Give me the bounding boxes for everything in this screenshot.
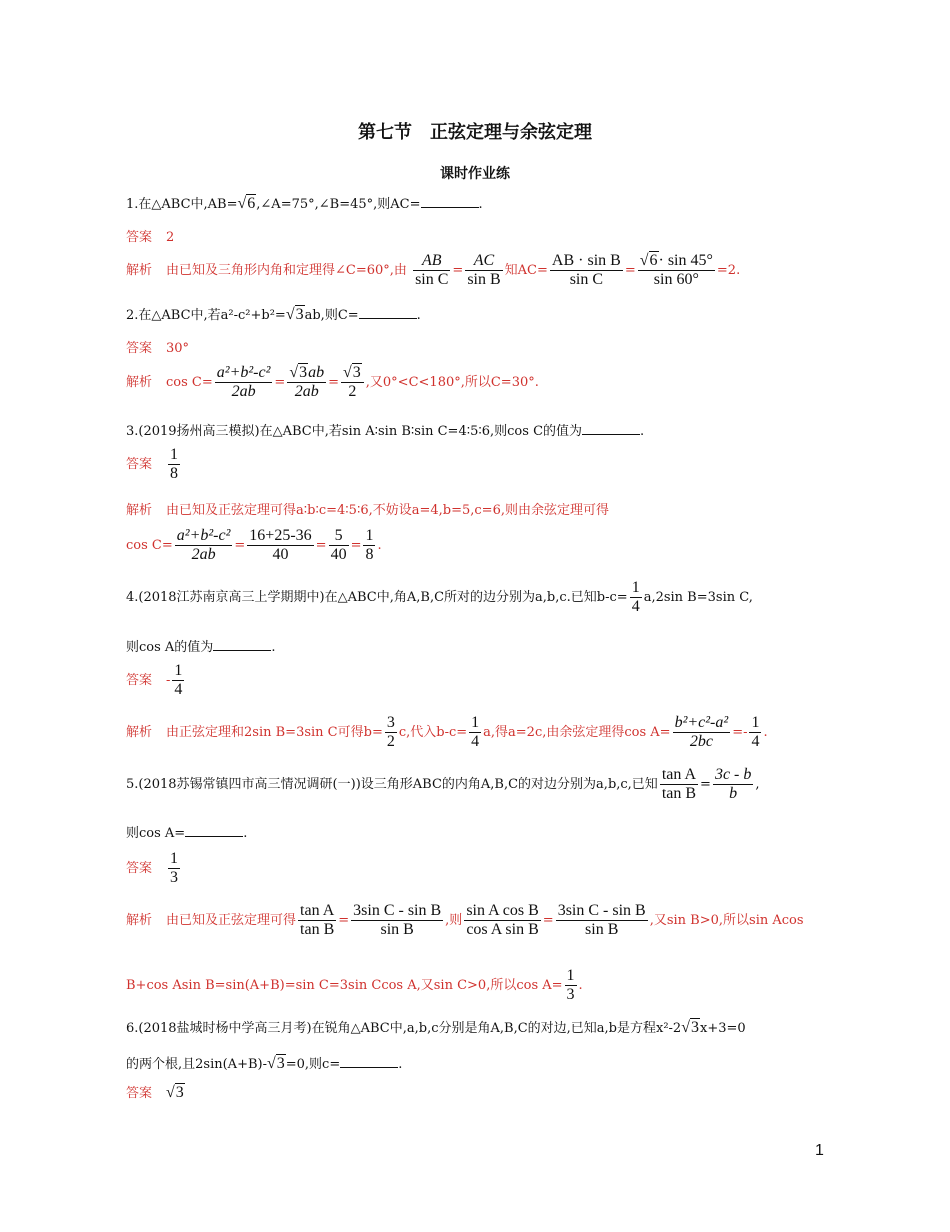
answer-blank[interactable] xyxy=(421,195,479,208)
analysis-tag: 解析 xyxy=(126,725,153,740)
analysis-text: a,得a=2c,由余弦定理得cos A= xyxy=(483,725,671,740)
q6-end: . xyxy=(398,1057,403,1072)
analysis-text: 由已知及三角形内角和定理得∠C=60°,由 xyxy=(166,263,407,278)
denominator: 2ab xyxy=(191,546,216,563)
question-2 xyxy=(126,304,421,324)
answer-value: 2 xyxy=(166,230,175,245)
radicand: 6 xyxy=(247,195,256,212)
numerator: 3sin C - sin B xyxy=(353,902,442,919)
numerator: 1 xyxy=(566,967,575,984)
equals: = xyxy=(338,913,350,928)
denominator: 2 xyxy=(386,733,395,750)
sqrt-symbol: √3 xyxy=(343,364,361,381)
analysis-end: . xyxy=(763,725,768,740)
denominator: 4 xyxy=(631,598,640,615)
sqrt-symbol: √3 xyxy=(289,364,308,381)
equals: = xyxy=(315,538,327,553)
numerator: 3sin C - sin B xyxy=(557,902,646,919)
denominator: 4 xyxy=(751,733,760,750)
numerator: 1 xyxy=(751,714,760,731)
analysis-2 xyxy=(126,364,539,401)
numerator: b²+c²-a² xyxy=(674,714,729,731)
fraction xyxy=(287,364,326,401)
fraction xyxy=(215,364,273,401)
analysis-text: =- xyxy=(732,725,748,740)
radicand: 3 xyxy=(276,1055,285,1072)
denominator: b xyxy=(729,785,738,802)
q5-text-line2: 则cos A= xyxy=(126,826,186,841)
answer-blank[interactable] xyxy=(582,422,640,435)
analysis-text: ,则 xyxy=(445,913,463,928)
denominator: sin C xyxy=(569,271,604,288)
equals: = xyxy=(624,263,636,278)
question-5-line2 xyxy=(126,822,247,841)
question-6 xyxy=(126,1017,746,1037)
numerator: sin A cos B xyxy=(466,902,539,919)
fraction xyxy=(749,714,761,751)
answer-4 xyxy=(126,662,186,699)
denominator: 2 xyxy=(348,383,357,400)
sqrt-symbol: √3 xyxy=(681,1019,699,1036)
answer-tag: 答案 xyxy=(126,673,153,688)
fraction xyxy=(172,662,184,699)
analysis-1 xyxy=(126,252,740,289)
numerator: 16+25-36 xyxy=(249,527,312,544)
numerator: tan A xyxy=(661,766,697,783)
q6-text-line2b: =0,则c= xyxy=(285,1057,341,1072)
sqrt-symbol: √6 xyxy=(639,252,658,269)
q3-text: 3.(2019扬州高三模拟)在△ABC中,若sin A∶sin B∶sin C=4∶5∶6,则cos C的值为 xyxy=(126,424,583,439)
fraction xyxy=(247,527,313,564)
analysis-3 xyxy=(126,499,609,518)
answer-blank[interactable] xyxy=(359,306,417,319)
denominator: cos A sin B xyxy=(466,921,539,938)
q5-end: . xyxy=(243,826,248,841)
fraction xyxy=(385,714,397,751)
numerator: 5 xyxy=(329,527,349,546)
analysis-tag: 解析 xyxy=(126,375,153,390)
q1-text-a: 1.在△ABC中,AB= xyxy=(126,197,238,212)
answer-sign: - xyxy=(166,673,171,688)
q5-text-b: , xyxy=(755,777,760,792)
question-4-line2 xyxy=(126,636,275,655)
analysis-tag: 解析 xyxy=(126,913,153,928)
answer-tag: 答案 xyxy=(126,457,153,472)
fraction xyxy=(469,714,481,751)
radicand: 3 xyxy=(175,1084,184,1101)
question-3 xyxy=(126,420,644,439)
denominator: sin B xyxy=(585,921,619,938)
denominator: tan B xyxy=(300,921,335,938)
radicand: 3 xyxy=(691,1019,699,1036)
numerator: 1 xyxy=(170,446,179,463)
answer-tag: 答案 xyxy=(126,341,153,356)
question-6-line2 xyxy=(126,1053,402,1073)
fraction xyxy=(168,446,180,483)
numerator: 1 xyxy=(365,527,374,544)
q3-end: . xyxy=(640,424,645,439)
fraction xyxy=(464,902,540,939)
numerator: a²+b²-c² xyxy=(176,527,231,544)
radicand: 3 xyxy=(295,306,304,323)
q2-end: . xyxy=(416,308,421,323)
analysis-text: ,又0°<C<180°,所以C=30°. xyxy=(365,375,539,390)
numerator: 1 xyxy=(631,579,640,596)
denominator: sin C xyxy=(415,271,449,288)
q2-text-b: ab,则C= xyxy=(304,308,359,323)
analysis-text: ,又sin B>0,所以sin Acos xyxy=(649,913,804,928)
denominator: 8 xyxy=(365,546,374,563)
denominator: sin B xyxy=(467,271,501,288)
fraction xyxy=(175,527,233,564)
fraction xyxy=(351,902,443,939)
numerator: 3c - b xyxy=(714,766,752,783)
denominator: 4 xyxy=(174,681,183,698)
denominator: 2ab xyxy=(231,383,256,400)
radicand: 6 xyxy=(649,252,658,269)
fraction xyxy=(413,252,450,289)
numerator: AC xyxy=(473,252,495,269)
equals: = xyxy=(328,375,339,390)
answer-blank[interactable] xyxy=(213,638,271,651)
analysis-tag: 解析 xyxy=(126,503,153,518)
analysis-4 xyxy=(126,714,768,751)
fraction xyxy=(660,766,698,803)
page-subtitle: 课时作业练 xyxy=(440,166,510,182)
denominator: 3 xyxy=(170,869,179,886)
q1-text-b: ,∠A=75°,∠B=45°,则AC= xyxy=(256,197,421,212)
denominator: 2bc xyxy=(689,733,713,750)
answer-3 xyxy=(126,446,182,483)
numerator: 1 xyxy=(174,662,183,679)
numerator: 1 xyxy=(471,714,480,731)
sqrt-symbol: √3 xyxy=(166,1084,184,1101)
answer-6 xyxy=(126,1082,185,1102)
answer-blank[interactable] xyxy=(340,1055,398,1068)
analysis-text: 由已知及正弦定理可得 xyxy=(166,913,297,928)
denominator: 8 xyxy=(170,465,179,482)
q4-text-line2: 则cos A的值为 xyxy=(126,640,214,655)
fraction xyxy=(638,252,715,289)
denominator: 40 xyxy=(330,546,347,563)
q1-end: . xyxy=(478,197,483,212)
fraction xyxy=(465,252,502,289)
numerator: tan A xyxy=(300,902,335,919)
denominator: 40 xyxy=(272,546,289,563)
q4-text-a: 4.(2018江苏南京高三上学期期中)在△ABC中,角A,B,C所对的边分别为a,b,c.已知b-c= xyxy=(126,590,628,605)
numerator: a²+b²-c² xyxy=(216,364,271,381)
equals: = xyxy=(350,538,362,553)
numerator-rest: · sin 45° xyxy=(658,252,713,269)
denominator: tan B xyxy=(661,785,697,802)
analysis-text: 由已知及正弦定理可得a∶b∶c=4∶5∶6,不妨设a=4,b=5,c=6,则由余弦定理可得 xyxy=(166,503,609,518)
fraction xyxy=(565,967,577,1004)
denominator: 4 xyxy=(471,733,480,750)
equals: = xyxy=(234,538,246,553)
q6-text-a: 6.(2018盐城时杨中学高三月考)在锐角△ABC中,a,b,c分别是角A,B,C的对边,已知a,b是方程x²-2 xyxy=(126,1021,682,1036)
answer-value: 30° xyxy=(166,341,190,356)
numerator: AB · sin B xyxy=(551,252,621,269)
numerator: 1 xyxy=(170,850,179,867)
answer-tag: 答案 xyxy=(126,1086,153,1101)
denominator: 2ab xyxy=(294,383,319,400)
fraction xyxy=(550,252,623,289)
q4-text-b: a,2sin B=3sin C, xyxy=(643,590,753,605)
fraction xyxy=(329,527,349,564)
analysis-3-line2 xyxy=(126,527,382,564)
answer-5 xyxy=(126,850,182,887)
page-number: 1 xyxy=(815,1142,824,1159)
fraction xyxy=(556,902,648,939)
question-1 xyxy=(126,193,483,213)
fraction xyxy=(298,902,336,939)
fraction xyxy=(168,850,180,887)
numerator: 3 xyxy=(386,714,395,731)
fraction xyxy=(673,714,731,751)
fraction xyxy=(363,527,375,564)
sqrt-symbol: √3 xyxy=(266,1055,285,1072)
analysis-text: cos C= xyxy=(166,375,213,390)
fraction xyxy=(341,364,364,401)
answer-1 xyxy=(126,226,174,245)
question-5 xyxy=(126,766,760,803)
analysis-end: . xyxy=(578,978,583,993)
analysis-5-line2 xyxy=(126,967,583,1004)
answer-tag: 答案 xyxy=(126,861,153,876)
fraction xyxy=(630,579,642,616)
denominator: sin B xyxy=(380,921,414,938)
radicand: 3 xyxy=(352,364,361,381)
analysis-text: cos C= xyxy=(126,538,173,553)
numerator: AB xyxy=(421,252,442,269)
denominator: 3 xyxy=(566,986,575,1003)
analysis-text: B+cos Asin B=sin(A+B)=sin C=3sin Ccos A,又sin C>0,所以cos A= xyxy=(126,978,563,993)
sqrt-symbol: √3 xyxy=(285,306,304,323)
q2-text-a: 2.在△ABC中,若a²-c²+b²= xyxy=(126,308,286,323)
q6-text-b: x+3=0 xyxy=(700,1021,746,1036)
denominator: sin 60° xyxy=(653,271,699,288)
analysis-text: 由正弦定理和2sin B=3sin C可得b= xyxy=(166,725,383,740)
q6-text-line2: 的两个根,且2sin(A+B)- xyxy=(126,1057,267,1072)
question-4 xyxy=(126,579,753,616)
sqrt-symbol: √6 xyxy=(237,195,256,212)
answer-tag: 答案 xyxy=(126,230,153,245)
equals: = xyxy=(274,375,286,390)
equals: = xyxy=(452,263,464,278)
page-title: 第七节 正弦定理与余弦定理 xyxy=(358,122,592,143)
answer-2 xyxy=(126,337,189,356)
numerator-rest: ab xyxy=(308,364,325,381)
analysis-5 xyxy=(126,902,804,939)
q4-end: . xyxy=(271,640,276,655)
fraction xyxy=(713,766,753,803)
analysis-end: =2. xyxy=(716,263,741,278)
analysis-text: 知AC= xyxy=(504,263,548,278)
equals: = xyxy=(700,777,711,792)
equals: = xyxy=(542,913,554,928)
analysis-tag: 解析 xyxy=(126,263,153,278)
answer-blank[interactable] xyxy=(185,824,243,837)
analysis-text: c,代入b-c= xyxy=(398,725,468,740)
radicand: 3 xyxy=(299,364,308,381)
q5-text-a: 5.(2018苏锡常镇四市高三情况调研(一))设三角形ABC的内角A,B,C的对边分别为a,b,c,已知 xyxy=(126,777,658,792)
analysis-end: . xyxy=(377,538,382,553)
